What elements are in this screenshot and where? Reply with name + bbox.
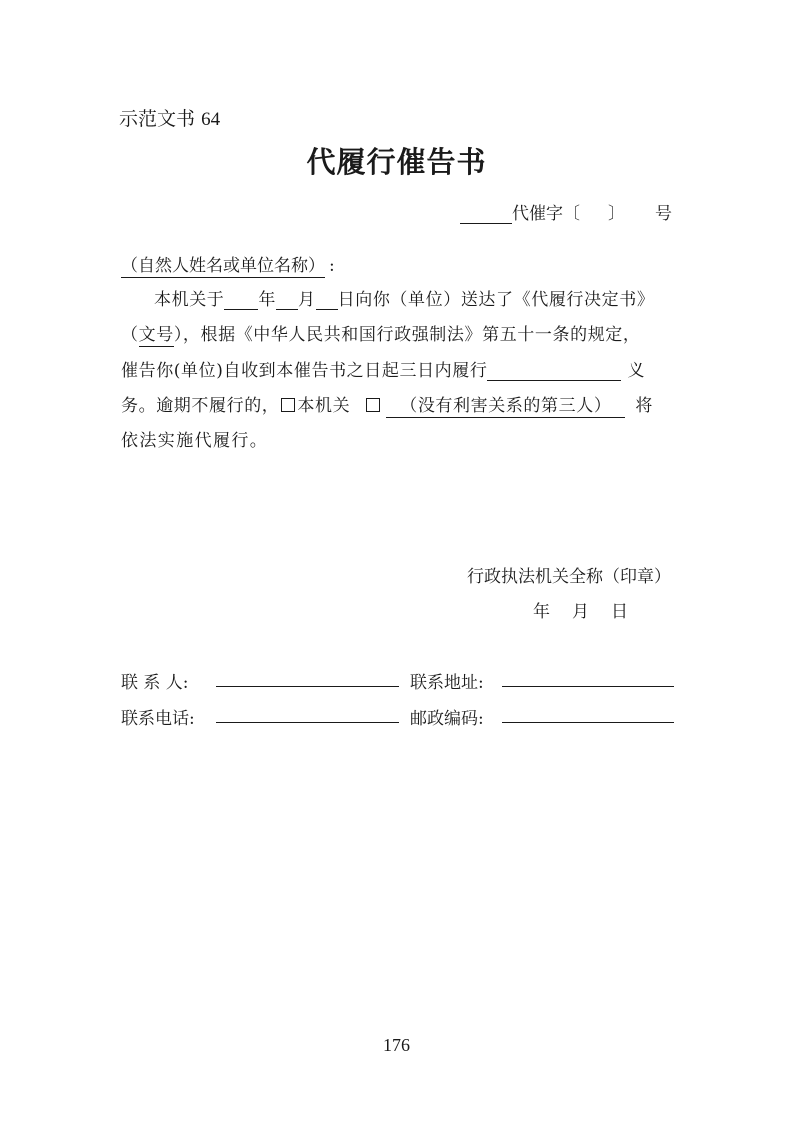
body-text: 务。逾期不履行的， bbox=[121, 396, 280, 416]
signature-year: 年 bbox=[533, 602, 550, 622]
body-text: （ bbox=[121, 325, 139, 345]
document-number-line bbox=[460, 199, 672, 224]
body-text: 将 bbox=[635, 396, 654, 416]
body-line-3 bbox=[121, 356, 645, 381]
month-blank bbox=[276, 291, 298, 310]
body-text: 义 bbox=[627, 361, 646, 381]
body-line-2 bbox=[121, 320, 641, 345]
body-line-5: 依法实施代履行。 bbox=[121, 431, 269, 451]
page-title: 代履行催告书 bbox=[306, 145, 487, 179]
signature-organization: 行政执法机关全称（印章） bbox=[467, 567, 671, 587]
addressee-colon: : bbox=[329, 256, 335, 276]
document-label-text: 示范文书 bbox=[119, 108, 196, 130]
body-text: 本机关于 bbox=[154, 290, 225, 310]
contact-phone-field[interactable] bbox=[216, 704, 399, 723]
document-number-reference: 文号 bbox=[138, 325, 174, 345]
document-number-blank bbox=[460, 205, 512, 224]
page-number: 176 bbox=[383, 1035, 410, 1055]
year-label: 年 bbox=[258, 290, 277, 310]
contact-person-field[interactable] bbox=[216, 668, 399, 687]
contact-address-field[interactable] bbox=[502, 668, 674, 687]
body-text: 日向你（单位）送达了《代履行决定书》 bbox=[337, 290, 655, 310]
document-number-middle: 〕 bbox=[608, 204, 625, 224]
postcode-label: 邮政编码: bbox=[410, 709, 484, 729]
document-label bbox=[119, 104, 220, 131]
body-text: ），根据《中华人民共和国行政强制法》第五十一条的规定， bbox=[173, 325, 641, 345]
postcode-field[interactable] bbox=[502, 704, 674, 723]
signature-date bbox=[533, 597, 628, 622]
day-blank bbox=[316, 291, 338, 310]
addressee-line bbox=[121, 251, 335, 276]
signature-month: 月 bbox=[572, 602, 589, 622]
document-number-prefix: 代催字〔 bbox=[512, 204, 580, 224]
option-third-party-checkbox[interactable] bbox=[366, 398, 380, 412]
body-line-4 bbox=[121, 391, 653, 416]
option-agency-checkbox[interactable] bbox=[281, 398, 295, 412]
obligation-blank bbox=[487, 362, 621, 381]
option-agency-label: 本机关 bbox=[297, 396, 351, 416]
signature-day: 日 bbox=[611, 602, 628, 622]
year-blank bbox=[224, 291, 258, 310]
contact-person-label: 联 系 人: bbox=[121, 673, 189, 693]
month-label: 月 bbox=[298, 290, 316, 310]
document-label-number: 64 bbox=[201, 109, 221, 130]
contact-address-label: 联系地址: bbox=[410, 673, 484, 693]
body-text: 催告你(单位)自收到本催告书之日起三日内履行 bbox=[121, 361, 488, 381]
contact-phone-label: 联系电话: bbox=[121, 709, 195, 729]
body-line-1 bbox=[154, 285, 654, 310]
addressee-placeholder: （自然人姓名或单位名称） bbox=[121, 256, 325, 276]
option-third-party-label: （没有利害关系的第三人） bbox=[386, 396, 625, 418]
document-number-suffix: 号 bbox=[655, 204, 672, 224]
